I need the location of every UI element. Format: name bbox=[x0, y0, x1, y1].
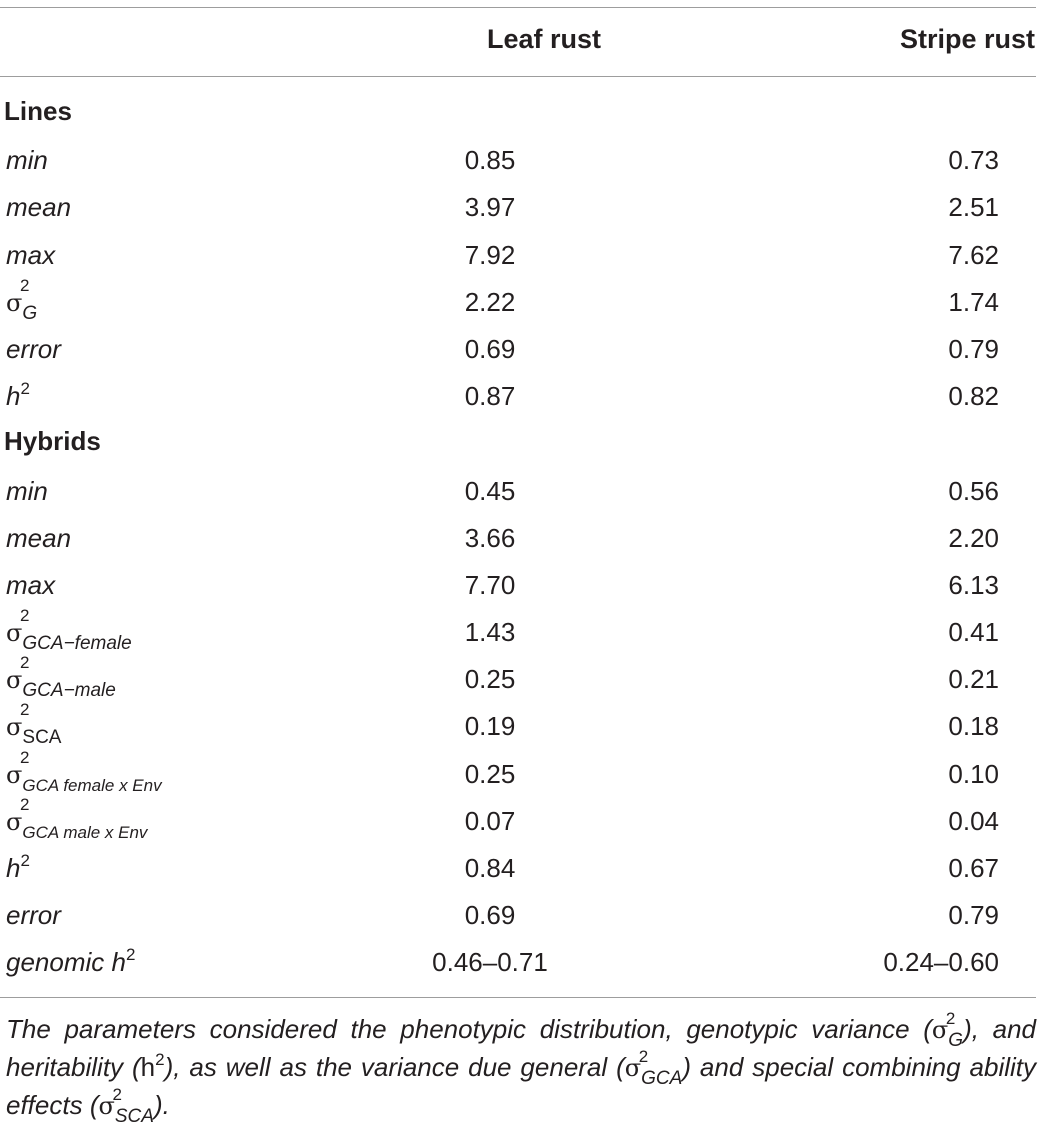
sigma-symbol: σ bbox=[6, 713, 23, 742]
table-row bbox=[0, 324, 1041, 371]
footnote-text: ). bbox=[153, 1090, 170, 1120]
row-label: error bbox=[6, 900, 61, 931]
stripe-value: 0.79 bbox=[948, 900, 999, 931]
superscript: 2 bbox=[20, 606, 30, 626]
leaf-value: 0.85 bbox=[464, 145, 516, 176]
table-row bbox=[0, 890, 1041, 937]
stripe-value: 7.62 bbox=[948, 239, 999, 270]
table-row bbox=[0, 749, 1041, 796]
superscript: 2 bbox=[112, 1085, 122, 1104]
table-row bbox=[0, 277, 1041, 324]
superscript: 2 bbox=[155, 1050, 165, 1069]
superscript: 2 bbox=[945, 1009, 956, 1028]
stripe-value: 0.10 bbox=[948, 758, 999, 789]
stripe-value: 0.04 bbox=[948, 805, 999, 836]
footnote-text: ) and special combining ability effects ( bbox=[6, 1052, 1036, 1120]
footnote-text: ), as well as the variance due general ( bbox=[164, 1052, 625, 1082]
leaf-value: 0.25 bbox=[464, 758, 516, 789]
leaf-value: 7.70 bbox=[464, 569, 516, 600]
stripe-value: 0.67 bbox=[948, 853, 999, 883]
table-row bbox=[0, 843, 1041, 890]
table-row bbox=[0, 135, 1041, 182]
footnote-text: ), and heritability ( bbox=[6, 1014, 1036, 1082]
stripe-value: 0.73 bbox=[948, 145, 999, 176]
leaf-value: 0.87 bbox=[464, 381, 516, 412]
h-symbol: h bbox=[6, 853, 21, 883]
superscript: 2 bbox=[20, 275, 30, 295]
section-row-hybrids bbox=[0, 418, 1041, 465]
stripe-value: 0.41 bbox=[948, 617, 999, 648]
subscript: GCA−male bbox=[22, 680, 116, 702]
row-label-sigma-gca-female bbox=[6, 606, 132, 655]
row-label-sigma-sca bbox=[6, 700, 62, 749]
superscript: 2 bbox=[20, 747, 30, 767]
h-symbol: h bbox=[140, 1052, 156, 1082]
superscript: 2 bbox=[20, 851, 30, 870]
h-symbol: h bbox=[6, 381, 21, 412]
row-label-sigma-gca-male bbox=[6, 653, 116, 702]
superscript: 2 bbox=[20, 700, 30, 720]
stripe-value: 0.18 bbox=[948, 711, 999, 742]
leaf-value: 0.69 bbox=[464, 900, 516, 931]
sigma-symbol: σ bbox=[98, 1092, 115, 1120]
leaf-value: 0.46–0.71 bbox=[432, 947, 548, 978]
table-row bbox=[0, 466, 1041, 513]
sigma-symbol: σ bbox=[6, 288, 23, 317]
stripe-value: 0.21 bbox=[948, 664, 999, 695]
section-title: Hybrids bbox=[4, 426, 101, 457]
row-label: min bbox=[6, 475, 48, 506]
leaf-value: 7.92 bbox=[464, 239, 516, 270]
table-footnote bbox=[6, 1009, 1036, 1127]
section-row-lines bbox=[0, 88, 1041, 135]
sigma-symbol: σ bbox=[6, 760, 23, 789]
superscript: 2 bbox=[20, 794, 30, 814]
header-rule bbox=[0, 76, 1036, 77]
table-row bbox=[0, 654, 1041, 701]
sigma-symbol: σ bbox=[624, 1054, 642, 1082]
leaf-value: 0.45 bbox=[464, 475, 516, 506]
table-row bbox=[0, 701, 1041, 748]
bottom-rule bbox=[0, 997, 1036, 998]
leaf-value: 0.07 bbox=[464, 805, 516, 836]
row-label: min bbox=[6, 145, 48, 176]
row-label: error bbox=[6, 333, 61, 364]
superscript: 2 bbox=[638, 1047, 649, 1066]
row-label-genomic-h2 bbox=[6, 947, 135, 978]
stripe-value: 0.24–0.60 bbox=[883, 947, 999, 978]
superscript: 2 bbox=[125, 945, 136, 965]
row-label: mean bbox=[6, 522, 72, 553]
row-label-h2 bbox=[6, 853, 30, 884]
superscript: 2 bbox=[20, 653, 30, 673]
leaf-value: 3.66 bbox=[464, 522, 516, 553]
subscript: G bbox=[948, 1030, 964, 1051]
sigma-symbol: σ bbox=[6, 619, 23, 648]
leaf-value: 3.97 bbox=[464, 192, 516, 223]
table-row bbox=[0, 513, 1041, 560]
table-header bbox=[0, 24, 1041, 60]
superscript: 2 bbox=[20, 379, 30, 399]
table-row bbox=[0, 230, 1041, 277]
stripe-value: 2.20 bbox=[948, 522, 999, 553]
leaf-value: 0.69 bbox=[464, 333, 516, 364]
sigma-symbol: σ bbox=[6, 666, 23, 695]
leaf-value: 0.84 bbox=[464, 853, 516, 883]
table-row bbox=[0, 607, 1041, 654]
footnote-text: The parameters considered the phenotypic distribution, genotypic variance ( bbox=[6, 1014, 932, 1044]
table-row bbox=[0, 182, 1041, 229]
table-row bbox=[0, 371, 1041, 418]
subscript: G bbox=[22, 302, 38, 324]
row-label: max bbox=[6, 569, 56, 600]
row-label-sigma-gca-female-env bbox=[6, 747, 162, 795]
subscript: GCA bbox=[641, 1068, 683, 1089]
leaf-value: 0.19 bbox=[464, 711, 516, 742]
row-label: max bbox=[6, 239, 56, 270]
subscript: SCA bbox=[22, 727, 62, 749]
sigma-symbol: σ bbox=[931, 1016, 949, 1044]
leaf-value: 0.25 bbox=[464, 664, 516, 695]
leaf-value: 1.43 bbox=[464, 617, 516, 648]
stripe-value: 1.74 bbox=[948, 286, 999, 317]
stripe-value: 6.13 bbox=[948, 569, 999, 600]
table-row bbox=[0, 560, 1041, 607]
top-rule bbox=[0, 7, 1036, 8]
subscript: GCA female x Env bbox=[22, 775, 162, 795]
stripe-value: 2.51 bbox=[948, 192, 999, 223]
subscript: SCA bbox=[114, 1106, 154, 1127]
sigma-symbol: σ bbox=[6, 807, 23, 836]
stripe-value: 0.56 bbox=[948, 475, 999, 506]
stripe-value: 0.82 bbox=[948, 381, 999, 412]
row-label: mean bbox=[6, 192, 72, 223]
leaf-value: 2.22 bbox=[464, 286, 516, 317]
h-symbol: h bbox=[111, 947, 126, 978]
table-row bbox=[0, 937, 1041, 984]
row-label-sigma-gca-male-env bbox=[6, 794, 148, 842]
section-title: Lines bbox=[4, 96, 72, 126]
row-label-h2 bbox=[6, 381, 30, 412]
table-body bbox=[0, 88, 1041, 985]
subscript: GCA−female bbox=[22, 633, 132, 655]
table-row bbox=[0, 796, 1041, 843]
row-label-sigma-g bbox=[6, 275, 38, 324]
stripe-value: 0.79 bbox=[948, 333, 999, 364]
header-stripe-rust: Stripe rust bbox=[899, 24, 1035, 54]
header-leaf-rust: Leaf rust bbox=[487, 24, 602, 54]
subscript: GCA male x Env bbox=[22, 822, 148, 842]
genomic-word: genomic bbox=[6, 947, 105, 978]
